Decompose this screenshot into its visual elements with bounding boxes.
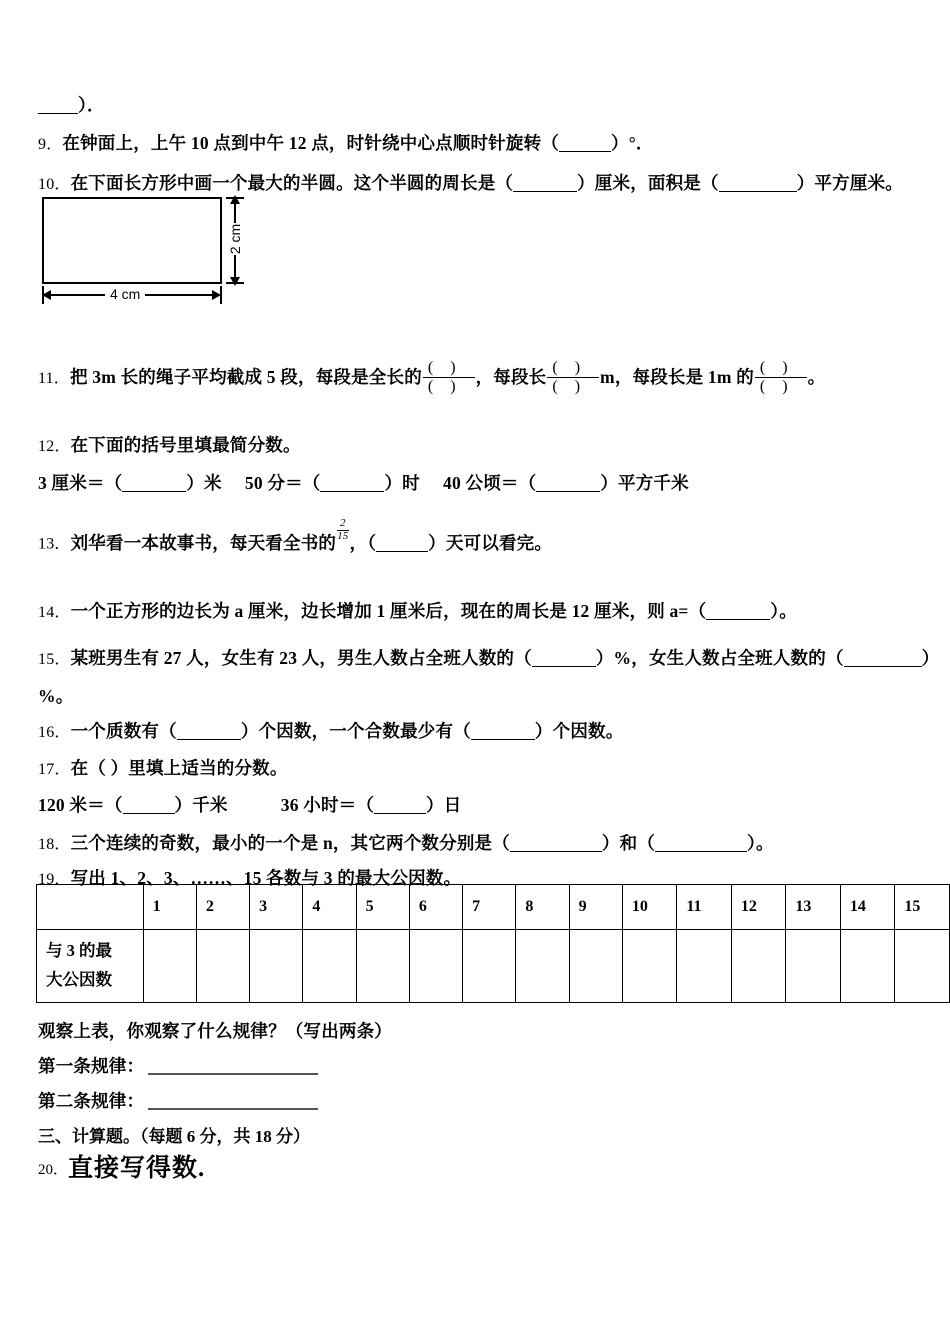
- table-header-11: 11: [677, 885, 731, 930]
- table-cell-2[interactable]: [196, 930, 249, 1003]
- conversion-17-2-lhs: 36 小时＝（: [280, 795, 375, 815]
- question-20-text: 直接写得数.: [68, 1155, 206, 1182]
- blank-q14: [706, 606, 770, 620]
- conversion-2-lhs: 50 分＝（: [244, 473, 321, 493]
- blank-q12-2: [320, 478, 384, 492]
- question-15-text: 某班男生有 27 人，女生有 23 人，男生人数占全班人数的（ ）%，女生人数占全班人数的（ ）: [70, 648, 940, 668]
- blank-q9: [559, 138, 611, 152]
- blank-q13: [376, 538, 428, 552]
- question-18: [38, 830, 774, 858]
- blank-q15-female: [844, 653, 922, 667]
- table-row-label-line1: 与 3 的最: [46, 941, 112, 961]
- table-header-13: 13: [786, 885, 841, 930]
- question-9-number: 9．: [38, 136, 63, 153]
- table-cell-7[interactable]: [463, 930, 516, 1003]
- table-header-3: 3: [250, 885, 303, 930]
- question-18-text: 三个连续的奇数，最小的一个是 n，其它两个数分别是（ ）和（ ）。: [70, 833, 774, 853]
- table-header-4: 4: [303, 885, 356, 930]
- question-11-number: 11．: [38, 370, 71, 387]
- height-arrow-up-icon: [230, 195, 240, 204]
- table-header-1: 1: [143, 885, 196, 930]
- conversion-2-rhs: ）时: [384, 473, 420, 493]
- width-arrow-left-icon: [42, 290, 51, 300]
- blank-q15-male: [532, 653, 596, 667]
- question-11: [38, 360, 825, 395]
- table-header-7: 7: [463, 885, 516, 930]
- question-10-text: 在下面长方形中画一个最大的半圆。这个半圆的周长是（ ）厘米，面积是（ ）平方厘米。: [70, 173, 903, 193]
- table-cell-10[interactable]: [622, 930, 677, 1003]
- conversion-17-1-lhs: 120 米＝（: [38, 795, 123, 815]
- question-15-line2: %。: [38, 686, 74, 706]
- blank-q16-composite: [471, 726, 535, 740]
- table-header-6: 6: [409, 885, 462, 930]
- table-header-12: 12: [731, 885, 786, 930]
- conversion-3-lhs: 40 公顷＝（: [443, 473, 537, 493]
- section-three-heading: 三、计算题。（每题 6 分，共 18 分）: [38, 1127, 310, 1146]
- question-17-conversions: [38, 792, 461, 819]
- question-14-text: 一个正方形的边长为 a 厘米，边长增加 1 厘米后，现在的周长是 12 厘米，则 a=（ ）。: [70, 601, 797, 621]
- table-header-row: [37, 885, 950, 930]
- blank-q18-1: [510, 838, 602, 852]
- table-header-9: 9: [569, 885, 622, 930]
- question-19-text: 写出 1、2、3、……、15 各数与 3 的最大公因数。: [70, 868, 462, 888]
- fraction-blank-1: () (): [423, 360, 475, 395]
- rule-2: [38, 1088, 318, 1115]
- blank-fragment: [38, 100, 78, 114]
- rectangle-shape: [42, 197, 222, 284]
- fragment-top: ）．: [38, 92, 105, 119]
- conversion-3-rhs: ）平方千米: [600, 473, 689, 493]
- table-row-label-line2: 大公因数: [46, 970, 112, 989]
- question-12-conversions: [38, 470, 689, 497]
- gcd-table: [36, 884, 950, 1003]
- question-12-number: 12．: [38, 438, 71, 455]
- table-cell-1[interactable]: [143, 930, 196, 1003]
- table-cell-14[interactable]: [840, 930, 895, 1003]
- table-cell-11[interactable]: [677, 930, 731, 1003]
- blank-q17-2: [374, 800, 426, 814]
- table-header-10: 10: [622, 885, 677, 930]
- question-20: [38, 1148, 205, 1184]
- conversion-17-1-rhs: ）千米: [174, 795, 228, 815]
- question-12-text: 在下面的括号里填最简分数。: [70, 435, 301, 455]
- table-cell-5[interactable]: [356, 930, 409, 1003]
- question-17-number: 17．: [38, 761, 71, 778]
- question-16-text: 一个质数有（ ）个因数，一个合数最少有（ ）个因数。: [70, 721, 624, 741]
- height-label: 2 cm: [227, 223, 243, 255]
- question-12: [38, 432, 301, 460]
- rule-1-line: [148, 1060, 318, 1075]
- table-header-2: 2: [196, 885, 249, 930]
- table-header-14: 14: [840, 885, 895, 930]
- conversion-17-2-rhs: ）日: [426, 795, 462, 815]
- blank-q12-1: [122, 478, 186, 492]
- table-cell-15[interactable]: [895, 930, 950, 1003]
- question-19-number: 19．: [38, 871, 71, 888]
- question-11-text: 把 3m 长的绳子平均截成 5 段，每段是全长的 () () ，每段长 () () m，每段长是 1m 的 () () 。: [70, 359, 826, 395]
- table-header-5: 5: [356, 885, 409, 930]
- table-cell-13[interactable]: [786, 930, 841, 1003]
- blank-q12-3: [536, 478, 600, 492]
- question-13-number: 13．: [38, 535, 71, 553]
- table-cell-8[interactable]: [516, 930, 569, 1003]
- table-row-label: [37, 930, 144, 1003]
- question-16: [38, 718, 623, 746]
- question-10-number: 10．: [38, 176, 71, 193]
- blank-q10-area: [719, 178, 797, 192]
- table-header-8: 8: [516, 885, 569, 930]
- question-9: [38, 130, 654, 158]
- gcd-table-wrap: [36, 884, 950, 1003]
- followup-prompt: 观察上表，你观察了什么规律？（写出两条）: [38, 1021, 392, 1041]
- blank-q17-1: [123, 800, 175, 814]
- blank-q10-perimeter: [513, 178, 577, 192]
- question-17: [38, 755, 288, 783]
- table-cell-12[interactable]: [731, 930, 786, 1003]
- question-13: [38, 518, 552, 557]
- blank-q16-prime: [177, 726, 241, 740]
- fraction-2-15: $\frac{2}{15}$: [337, 517, 349, 542]
- rule-1-label: 第一条规律：: [38, 1056, 145, 1076]
- table-cell-9[interactable]: [569, 930, 622, 1003]
- conversion-1-lhs: 3 厘米＝（: [38, 473, 123, 493]
- table-header-corner: [37, 885, 144, 930]
- rule-2-line: [148, 1095, 318, 1110]
- table-header-15: 15: [895, 885, 950, 930]
- question-16-number: 16．: [38, 724, 71, 741]
- table-cell-4[interactable]: [303, 930, 356, 1003]
- table-row: [37, 930, 950, 1003]
- question-9-text: 在钟面上，上午 10 点到中午 12 点，时针绕中心点顺时针旋转（ ）°．: [62, 133, 654, 153]
- question-14-number: 14．: [38, 604, 71, 621]
- rectangle-figure: [0, 190, 300, 315]
- height-arrow-down-icon: [230, 277, 240, 286]
- question-15-number: 15．: [38, 651, 71, 668]
- question-18-number: 18．: [38, 836, 71, 853]
- table-cell-6[interactable]: [409, 930, 462, 1003]
- question-14: [38, 598, 797, 626]
- conversion-1-rhs: ）米: [186, 473, 222, 493]
- rule-1: [38, 1053, 318, 1080]
- fraction-blank-2: () (): [547, 360, 599, 395]
- table-cell-3[interactable]: [250, 930, 303, 1003]
- width-label: 4 cm: [105, 286, 145, 302]
- fraction-blank-3: () (): [755, 360, 807, 395]
- rule-2-label: 第二条规律：: [38, 1091, 145, 1111]
- width-arrow-right-icon: [212, 290, 221, 300]
- question-17-text: 在（ ）里填上适当的分数。: [70, 758, 288, 778]
- blank-q18-2: [655, 838, 747, 852]
- question-20-number: 20．: [38, 1162, 69, 1178]
- question-15: [38, 645, 939, 673]
- question-13-text: 刘华看一本故事书，每天看全书的 $\frac{2}{15}$ ，（ ）天可以看完。: [70, 517, 553, 553]
